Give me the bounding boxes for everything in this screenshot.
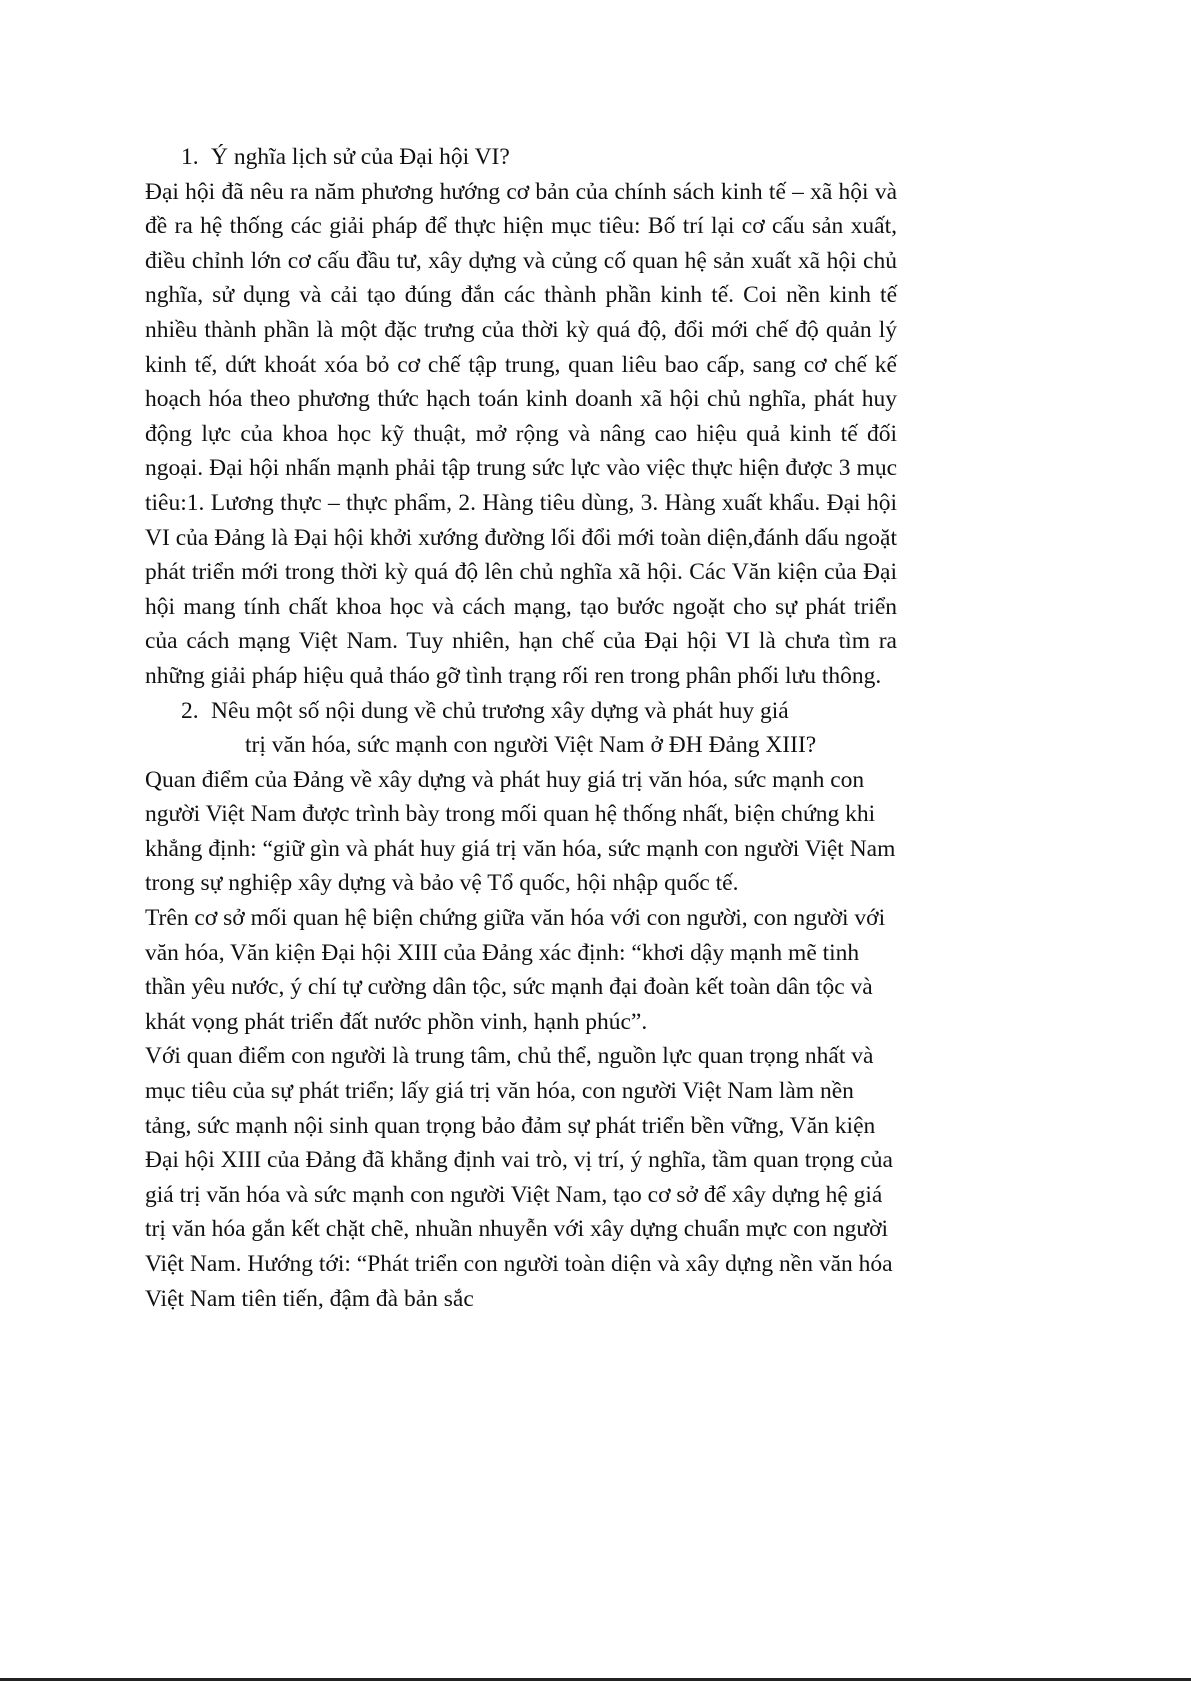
- question-2-title: [211, 694, 897, 763]
- answer-2-paragraph-2: Trên cơ sở mối quan hệ biện chứng giữa văn hóa với con người, con người với văn hóa, Văn kiện Đại hội XIII của Đảng xác định: “khơi dậy mạnh mẽ tinh thần yêu nước, ý chí tự cường dân tộc, sức mạnh đại đoàn kết toàn dân tộc và khát vọng phát triển đất nước phồn vinh, hạnh phúc”.: [145, 905, 886, 1035]
- question-2-number: 2.: [181, 697, 199, 724]
- question-2-title-line-1: Nêu một số nội dung về chủ trương xây dựng và phát huy giá: [211, 697, 789, 724]
- document-body: [145, 140, 897, 1316]
- page-bottom-rule: [0, 1678, 1191, 1681]
- question-1-title: Ý nghĩa lịch sử của Đại hội VI?: [211, 144, 510, 170]
- answer-1-paragraph: Đại hội đã nêu ra năm phương hướng cơ bản của chính sách kinh tế – xã hội và đề ra hệ thống các giải pháp để thực hiện mục tiêu: Bố trí lại cơ cấu sản xuất, điều chỉnh lớn cơ cấu đầu tư, xây dựng và củng cố quan hệ sản xuất xã hội chủ nghĩa, sử dụng và cải tạo đúng đắn các thành phần kinh tế. Coi nền kinh tế nhiều thành phần là một đặc trưng của thời kỳ quá độ, đổi mới chế độ quản lý kinh tế, dứt khoát xóa bỏ cơ chế tập trung, quan liêu bao cấp, sang cơ chế kế hoạch hóa theo phương thức hạch toán kinh doanh xã hội chủ nghĩa, phát huy động lực của khoa học kỹ thuật, mở rộng và nâng cao hiệu quả kinh tế đối ngoại. Đại hội nhấn mạnh phải tập trung sức lực vào việc thực hiện được 3 mục tiêu:1. Lương thực – thực phẩm, 2. Hàng tiêu dùng, 3. Hàng xuất khẩu. Đại hội VI của Đảng là Đại hội khởi xướng đường lối đổi mới toàn diện,đánh dấu ngoặt phát triển mới trong thời kỳ quá độ lên chủ nghĩa xã hội. Các Văn kiện của Đại hội mang tính chất khoa học và cách mạng, tạo bước ngoặt cho sự phát triển của cách mạng Việt Nam. Tuy nhiên, hạn chế của Đại hội VI là chưa tìm ra những giải pháp hiệu quả tháo gỡ tình trạng rối ren trong phân phối lưu thông.: [145, 178, 897, 689]
- question-2-heading: [145, 694, 897, 763]
- question-1-number: 1.: [181, 144, 199, 170]
- answer-2-paragraph-1: Quan điểm của Đảng về xây dựng và phát huy giá trị văn hóa, sức mạnh con người Việt Nam được trình bày trong mối quan hệ thống nhất, biện chứng khi khẳng định: “giữ gìn và phát huy giá trị văn hóa, sức mạnh con người Việt Nam trong sự nghiệp xây dựng và bảo vệ Tổ quốc, hội nhập quốc tế.: [145, 766, 896, 897]
- question-1-heading: [145, 140, 897, 175]
- question-2-title-line-2: trị văn hóa, sức mạnh con người Việt Nam ở ĐH Đảng XIII?: [245, 732, 817, 759]
- answer-2-paragraph-3: Với quan điểm con người là trung tâm, chủ thể, nguồn lực quan trọng nhất và mục tiêu của sự phát triển; lấy giá trị văn hóa, con người Việt Nam làm nền tảng, sức mạnh nội sinh quan trọng bảo đảm sự phát triển bền vững, Văn kiện Đại hội XIII của Đảng đã khẳng định vai trò, vị trí, ý nghĩa, tầm quan trọng của giá trị văn hóa và sức mạnh con người Việt Nam, tạo cơ sở để xây dựng hệ giá trị văn hóa gắn kết chặt chẽ, nhuần nhuyễn với xây dựng chuẩn mực con người Việt Nam. Hướng tới: “Phát triển con người toàn diện và xây dựng nền văn hóa Việt Nam tiên tiến, đậm đà bản sắc: [145, 1043, 893, 1312]
